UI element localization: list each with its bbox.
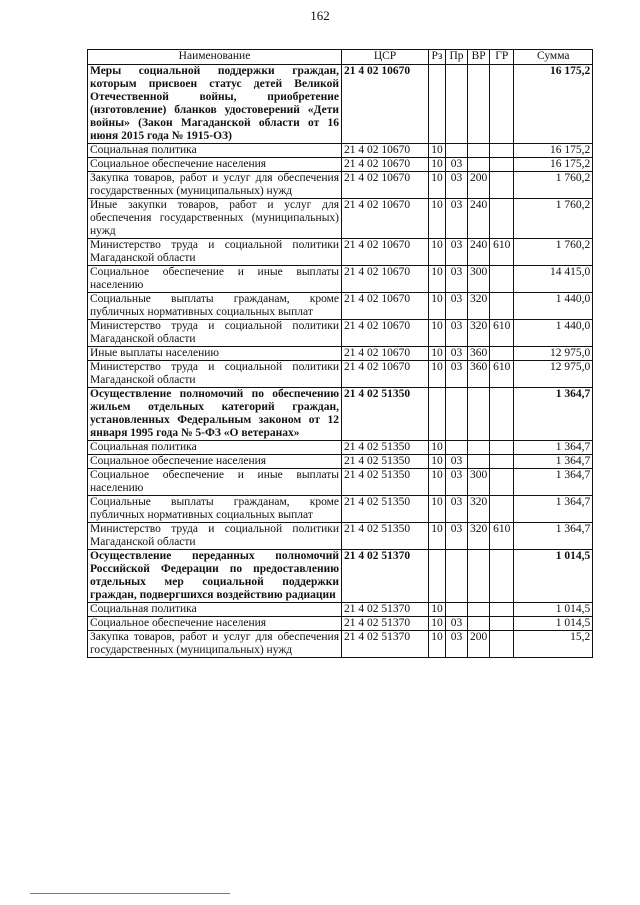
cell-name: Социальное обеспечение населения xyxy=(88,617,342,631)
cell-rz: 10 xyxy=(429,496,446,523)
cell-vr: 360 xyxy=(468,361,490,388)
cell-pr: 03 xyxy=(446,158,468,172)
cell-vr: 300 xyxy=(468,266,490,293)
cell-csr: 21 4 02 10670 xyxy=(342,347,429,361)
footer-divider xyxy=(30,893,230,894)
cell-csr: 21 4 02 51350 xyxy=(342,388,429,441)
cell-rz: 10 xyxy=(429,455,446,469)
cell-vr xyxy=(468,144,490,158)
cell-vr xyxy=(468,455,490,469)
cell-sum: 1 364,7 xyxy=(514,388,593,441)
cell-sum: 1 014,5 xyxy=(514,617,593,631)
cell-name: Осуществление полномочий по обеспечению жильем отдельных категорий граждан, установленных Федеральным законом от 12 января 1995 года № 5-ФЗ «О ветеранах» xyxy=(88,388,342,441)
cell-csr: 21 4 02 10670 xyxy=(342,266,429,293)
cell-vr: 240 xyxy=(468,199,490,239)
cell-csr: 21 4 02 10670 xyxy=(342,144,429,158)
cell-vr xyxy=(468,550,490,603)
cell-gr: 610 xyxy=(490,320,514,347)
table-row xyxy=(88,469,593,496)
cell-csr: 21 4 02 10670 xyxy=(342,293,429,320)
cell-sum: 1 364,7 xyxy=(514,469,593,496)
cell-name: Социальные выплаты гражданам, кроме публичных нормативных социальных выплат xyxy=(88,496,342,523)
cell-gr: 610 xyxy=(490,523,514,550)
cell-pr: 03 xyxy=(446,361,468,388)
cell-name: Иные закупки товаров, работ и услуг для обеспечения государственных (муниципальных) нужд xyxy=(88,199,342,239)
cell-sum: 1 760,2 xyxy=(514,199,593,239)
cell-sum: 16 175,2 xyxy=(514,158,593,172)
cell-csr: 21 4 02 10670 xyxy=(342,158,429,172)
cell-sum: 1 014,5 xyxy=(514,550,593,603)
cell-name: Социальное обеспечение населения xyxy=(88,158,342,172)
cell-rz: 10 xyxy=(429,158,446,172)
cell-rz: 10 xyxy=(429,361,446,388)
cell-name: Министерство труда и социальной политики Магаданской области xyxy=(88,523,342,550)
cell-name: Министерство труда и социальной политики Магаданской области xyxy=(88,239,342,266)
cell-sum: 1 440,0 xyxy=(514,320,593,347)
cell-sum: 1 364,7 xyxy=(514,496,593,523)
cell-pr xyxy=(446,144,468,158)
table-row xyxy=(88,631,593,658)
cell-gr xyxy=(490,631,514,658)
table-row xyxy=(88,144,593,158)
cell-csr: 21 4 02 10670 xyxy=(342,172,429,199)
cell-gr xyxy=(490,172,514,199)
cell-pr: 03 xyxy=(446,469,468,496)
cell-vr: 320 xyxy=(468,496,490,523)
cell-pr: 03 xyxy=(446,631,468,658)
cell-pr xyxy=(446,603,468,617)
cell-vr xyxy=(468,603,490,617)
cell-pr: 03 xyxy=(446,455,468,469)
cell-gr xyxy=(490,347,514,361)
cell-gr xyxy=(490,455,514,469)
cell-pr: 03 xyxy=(446,347,468,361)
table-body xyxy=(88,65,593,658)
column-header-vr: ВР xyxy=(468,50,490,65)
cell-name: Социальное обеспечение и иные выплаты населению xyxy=(88,469,342,496)
cell-pr xyxy=(446,550,468,603)
table-row xyxy=(88,320,593,347)
cell-name: Осуществление переданных полномочий Российской Федерации по предоставлению отдельных мер социальной поддержки граждан, подвергшихся воздействию радиации xyxy=(88,550,342,603)
cell-vr: 240 xyxy=(468,239,490,266)
cell-name: Социальное обеспечение населения xyxy=(88,455,342,469)
cell-rz: 10 xyxy=(429,631,446,658)
cell-pr: 03 xyxy=(446,172,468,199)
cell-name: Закупка товаров, работ и услуг для обеспечения государственных (муниципальных) нужд xyxy=(88,631,342,658)
cell-vr xyxy=(468,617,490,631)
cell-gr xyxy=(490,617,514,631)
cell-pr: 03 xyxy=(446,496,468,523)
cell-name: Закупка товаров, работ и услуг для обеспечения государственных (муниципальных) нужд xyxy=(88,172,342,199)
cell-vr: 200 xyxy=(468,172,490,199)
table-row xyxy=(88,496,593,523)
cell-gr: 610 xyxy=(490,361,514,388)
cell-sum: 12 975,0 xyxy=(514,361,593,388)
cell-csr: 21 4 02 10670 xyxy=(342,199,429,239)
table-row xyxy=(88,172,593,199)
cell-pr: 03 xyxy=(446,266,468,293)
cell-sum: 14 415,0 xyxy=(514,266,593,293)
cell-rz xyxy=(429,388,446,441)
cell-csr: 21 4 02 51370 xyxy=(342,550,429,603)
cell-name: Министерство труда и социальной политики Магаданской области xyxy=(88,320,342,347)
cell-gr xyxy=(490,144,514,158)
table-row xyxy=(88,523,593,550)
cell-rz: 10 xyxy=(429,320,446,347)
cell-gr xyxy=(490,441,514,455)
table-row xyxy=(88,603,593,617)
cell-sum: 1 760,2 xyxy=(514,239,593,266)
column-header-pr: Пр xyxy=(446,50,468,65)
cell-gr xyxy=(490,469,514,496)
cell-vr: 320 xyxy=(468,293,490,320)
cell-rz: 10 xyxy=(429,523,446,550)
cell-name: Министерство труда и социальной политики Магаданской области xyxy=(88,361,342,388)
table-row xyxy=(88,550,593,603)
cell-rz xyxy=(429,550,446,603)
cell-sum: 1 364,7 xyxy=(514,523,593,550)
cell-sum: 1 014,5 xyxy=(514,603,593,617)
cell-vr: 320 xyxy=(468,320,490,347)
cell-name: Меры социальной поддержки граждан, которым присвоен статус детей Великой Отечественной войны, приобретение (изготовление) бланков удостоверений «Дети войны» (Закон Магаданской области от 16 июня 2015 года № 1915-ОЗ) xyxy=(88,65,342,144)
cell-rz: 10 xyxy=(429,469,446,496)
cell-vr xyxy=(468,441,490,455)
cell-rz: 10 xyxy=(429,617,446,631)
cell-name: Социальная политика xyxy=(88,603,342,617)
cell-rz: 10 xyxy=(429,441,446,455)
cell-vr xyxy=(468,158,490,172)
cell-pr: 03 xyxy=(446,320,468,347)
table-row xyxy=(88,347,593,361)
table-row xyxy=(88,158,593,172)
cell-gr xyxy=(490,496,514,523)
cell-gr xyxy=(490,199,514,239)
cell-vr: 360 xyxy=(468,347,490,361)
table-row xyxy=(88,388,593,441)
cell-gr xyxy=(490,293,514,320)
cell-csr: 21 4 02 51350 xyxy=(342,455,429,469)
cell-sum: 1 364,7 xyxy=(514,455,593,469)
cell-csr: 21 4 02 51350 xyxy=(342,496,429,523)
cell-csr: 21 4 02 10670 xyxy=(342,361,429,388)
cell-gr xyxy=(490,603,514,617)
cell-csr: 21 4 02 10670 xyxy=(342,65,429,144)
table-row xyxy=(88,293,593,320)
column-header-rz: Рз xyxy=(429,50,446,65)
cell-pr xyxy=(446,441,468,455)
cell-gr xyxy=(490,388,514,441)
cell-csr: 21 4 02 51370 xyxy=(342,631,429,658)
cell-rz: 10 xyxy=(429,347,446,361)
cell-sum: 16 175,2 xyxy=(514,65,593,144)
cell-pr: 03 xyxy=(446,199,468,239)
cell-rz: 10 xyxy=(429,239,446,266)
cell-csr: 21 4 02 10670 xyxy=(342,239,429,266)
cell-rz: 10 xyxy=(429,603,446,617)
cell-rz: 10 xyxy=(429,144,446,158)
cell-rz xyxy=(429,65,446,144)
cell-gr xyxy=(490,550,514,603)
table-row xyxy=(88,455,593,469)
cell-gr xyxy=(490,158,514,172)
cell-rz: 10 xyxy=(429,172,446,199)
cell-vr: 300 xyxy=(468,469,490,496)
table-row xyxy=(88,266,593,293)
cell-sum: 16 175,2 xyxy=(514,144,593,158)
cell-csr: 21 4 02 10670 xyxy=(342,320,429,347)
cell-vr xyxy=(468,65,490,144)
table-row xyxy=(88,199,593,239)
cell-csr: 21 4 02 51350 xyxy=(342,441,429,455)
cell-rz: 10 xyxy=(429,199,446,239)
cell-gr: 610 xyxy=(490,239,514,266)
cell-csr: 21 4 02 51350 xyxy=(342,523,429,550)
cell-name: Социальная политика xyxy=(88,144,342,158)
cell-sum: 1 760,2 xyxy=(514,172,593,199)
table-row xyxy=(88,361,593,388)
column-header-name: Наименование xyxy=(88,50,342,65)
cell-sum: 1 364,7 xyxy=(514,441,593,455)
cell-pr: 03 xyxy=(446,523,468,550)
cell-vr: 200 xyxy=(468,631,490,658)
column-header-gr: ГР xyxy=(490,50,514,65)
table-row xyxy=(88,617,593,631)
cell-sum: 12 975,0 xyxy=(514,347,593,361)
cell-vr: 320 xyxy=(468,523,490,550)
cell-name: Социальная политика xyxy=(88,441,342,455)
column-header-csr: ЦСР xyxy=(342,50,429,65)
cell-pr: 03 xyxy=(446,617,468,631)
page-number: 162 xyxy=(310,8,330,23)
cell-gr xyxy=(490,65,514,144)
cell-pr: 03 xyxy=(446,239,468,266)
cell-gr xyxy=(490,266,514,293)
table-row xyxy=(88,239,593,266)
table-row xyxy=(88,441,593,455)
cell-name: Социальные выплаты гражданам, кроме публичных нормативных социальных выплат xyxy=(88,293,342,320)
cell-csr: 21 4 02 51370 xyxy=(342,617,429,631)
cell-sum: 15,2 xyxy=(514,631,593,658)
cell-rz: 10 xyxy=(429,266,446,293)
cell-rz: 10 xyxy=(429,293,446,320)
budget-table xyxy=(87,49,593,658)
cell-pr xyxy=(446,388,468,441)
cell-name: Иные выплаты населению xyxy=(88,347,342,361)
cell-pr: 03 xyxy=(446,293,468,320)
cell-vr xyxy=(468,388,490,441)
table-header-row xyxy=(88,50,593,65)
cell-name: Социальное обеспечение и иные выплаты населению xyxy=(88,266,342,293)
cell-csr: 21 4 02 51370 xyxy=(342,603,429,617)
cell-sum: 1 440,0 xyxy=(514,293,593,320)
table-row xyxy=(88,65,593,144)
column-header-sum: Сумма xyxy=(514,50,593,65)
cell-csr: 21 4 02 51350 xyxy=(342,469,429,496)
cell-pr xyxy=(446,65,468,144)
